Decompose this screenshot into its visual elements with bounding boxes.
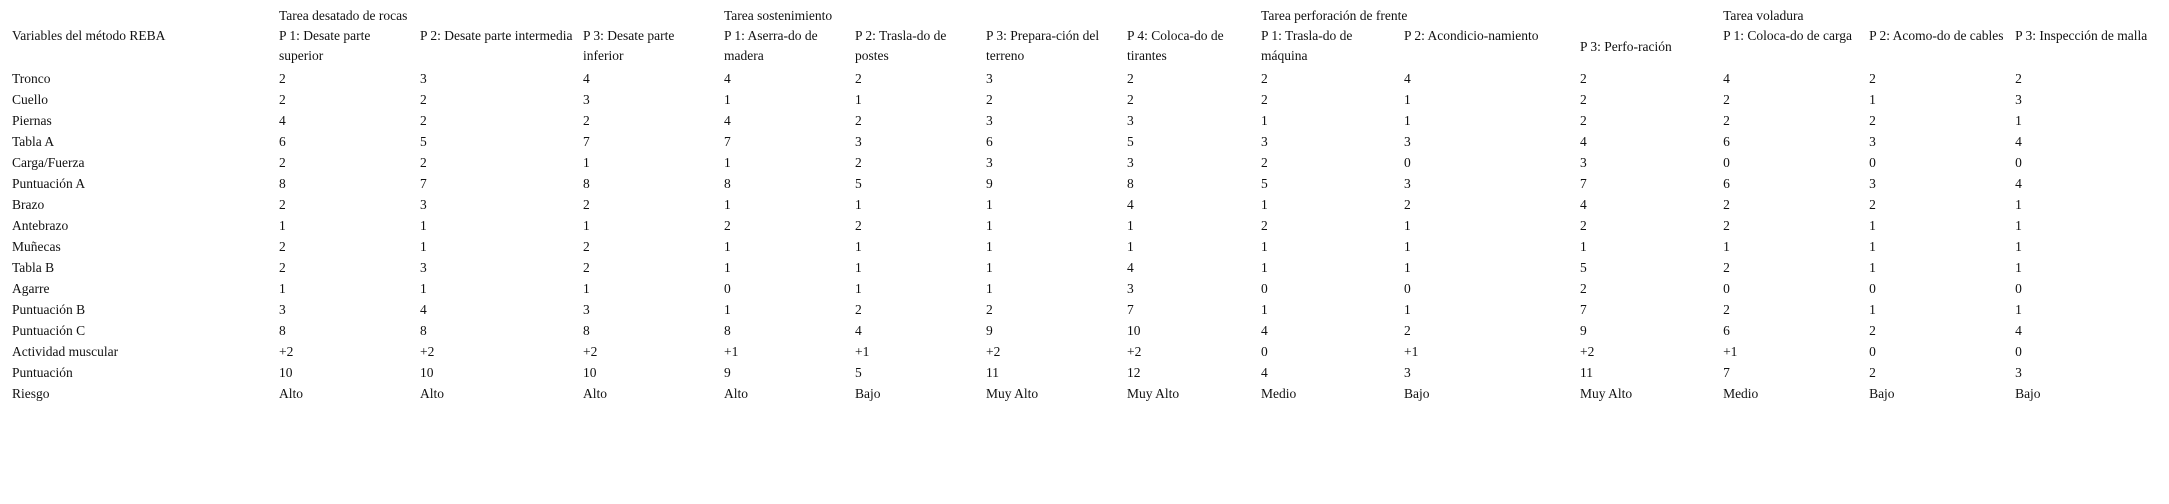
table-cell: 2 [855,302,862,317]
row-label: Antebrazo [12,218,69,233]
table-cell: 3 [986,113,993,128]
table-cell: 5 [1261,176,1268,191]
table-cell: 1 [724,155,731,170]
table-cell: Alto [279,386,304,401]
group-header-perforacion: Tarea perforación de frente [1261,8,1408,23]
table-cell: 4 [279,113,286,128]
table-cell: 2 [2015,71,2022,86]
table-cell: 1 [1404,260,1411,275]
table-cell: 1 [1404,239,1411,254]
row-label: Puntuación A [12,176,86,191]
table-cell: Alto [724,386,749,401]
table-cell: 6 [1723,323,1730,338]
table-cell: 2 [855,218,862,233]
table-cell: 4 [2015,323,2022,338]
table-cell: 3 [1404,176,1411,191]
table-cell: 2 [1723,260,1730,275]
table-cell: Medio [1723,386,1759,401]
column-header: P 4: Coloca-do de tirantes [1127,28,1224,63]
table-cell: 2 [1404,197,1411,212]
table-cell: 2 [1869,113,1876,128]
table-cell: Medio [1261,386,1297,401]
table-body [8,68,2161,404]
table-cell: 10 [279,365,293,380]
table-cell: 1 [583,155,590,170]
column-header: P 2: Desate parte intermedia [420,28,573,43]
table-cell: Alto [420,386,445,401]
table-cell: 8 [279,323,286,338]
table-cell: 5 [1127,134,1134,149]
row-label: Tabla A [12,134,55,149]
table-cell: 1 [2015,302,2022,317]
table-cell: 4 [724,113,731,128]
table-cell: 10 [1127,323,1141,338]
table-cell: 2 [420,155,427,170]
table-cell: 1 [1404,113,1411,128]
table-cell: 4 [2015,176,2022,191]
table-cell: 7 [1127,302,1134,317]
table-cell: 1 [1261,113,1268,128]
table-cell: 1 [1580,239,1587,254]
table-cell: 8 [724,323,731,338]
table-cell: 1 [2015,197,2022,212]
table-row [8,110,2161,131]
table-cell: 11 [986,365,999,380]
table-cell: 5 [420,134,427,149]
table-cell: 0 [1869,344,1876,359]
table-cell: 2 [1580,92,1587,107]
table-cell: Bajo [855,386,881,401]
row-label: Brazo [12,197,45,212]
table-cell: 2 [1580,281,1587,296]
table-cell: 2 [420,113,427,128]
table-cell: 4 [724,71,731,86]
table-cell: 6 [1723,134,1730,149]
table-row [8,68,2161,89]
table-cell: 8 [583,323,590,338]
table-cell: 1 [2015,239,2022,254]
table-row [8,194,2161,215]
table-cell: Alto [583,386,608,401]
row-label: Tabla B [12,260,55,275]
table-cell: 4 [583,71,590,86]
table-cell: 1 [1869,302,1876,317]
table-cell: 1 [855,260,862,275]
table-cell: 1 [279,281,286,296]
row-label: Puntuación [12,365,73,380]
table-cell: 0 [1723,281,1730,296]
table-cell: Bajo [1869,386,1895,401]
column-header: P 3: Perfo-ración [1580,39,1672,54]
table-cell: 2 [279,71,286,86]
table-cell: 3 [420,260,427,275]
row-label: Cuello [12,92,48,107]
table-cell: 2 [1869,323,1876,338]
table-row [8,320,2161,341]
table-cell: 3 [1127,281,1134,296]
table-cell: 4 [1127,197,1134,212]
table-cell: 1 [724,92,731,107]
table-cell: 1 [855,92,862,107]
column-header: P 3: Prepara-ción del terreno [986,28,1100,63]
table-cell: 0 [724,281,731,296]
table-cell: +2 [986,344,1001,359]
table-cell: 3 [420,71,427,86]
table-cell: 2 [1723,302,1730,317]
table-cell: 3 [1127,113,1134,128]
table-cell: 1 [420,218,427,233]
table-cell: 9 [986,323,993,338]
row-label: Piernas [12,113,52,128]
table-cell: 4 [420,302,427,317]
table-cell: 1 [420,239,427,254]
table-cell: 5 [855,365,862,380]
table-cell: 1 [986,218,993,233]
table-cell: 5 [1580,260,1587,275]
table-cell: 2 [1869,197,1876,212]
table-cell: 1 [1869,92,1876,107]
table-cell: +1 [1404,344,1419,359]
table-cell: 1 [1869,239,1876,254]
group-header-desatado: Tarea desatado de rocas [279,8,408,23]
table-cell: 3 [1869,176,1876,191]
table-row [8,257,2161,278]
table-cell: 2 [724,218,731,233]
table-cell: 9 [1580,323,1587,338]
table-cell: 7 [420,176,427,191]
group-header-voladura: Tarea voladura [1723,8,1804,23]
table-cell: 1 [986,281,993,296]
table-cell: 8 [1127,176,1134,191]
table-row [8,131,2161,152]
table-cell: 3 [279,302,286,317]
table-cell: 0 [2015,344,2022,359]
column-header: P 2: Acondicio-namiento [1404,28,1539,43]
table-cell: 3 [583,92,590,107]
table-row [8,383,2161,404]
table-cell: 2 [855,155,862,170]
table-cell: 3 [1261,134,1268,149]
row-label: Muñecas [12,239,61,254]
table-row [8,89,2161,110]
table-cell: +2 [1127,344,1142,359]
table-cell: 0 [2015,281,2022,296]
table-cell: 2 [1261,71,1268,86]
column-header: P 1: Coloca-do de carga [1723,28,1853,43]
table-cell: 2 [1127,71,1134,86]
table-row [8,278,2161,299]
table-cell: 6 [1723,176,1730,191]
table-cell: 3 [2015,92,2022,107]
table-cell: 3 [986,155,993,170]
table-cell: 11 [1580,365,1594,380]
table-cell: 3 [855,134,862,149]
table-cell: 2 [583,113,590,128]
table-cell: 2 [855,113,862,128]
reba-table [8,6,2161,404]
table-cell: 3 [1127,155,1134,170]
table-cell: 9 [986,176,993,191]
table-cell: +2 [583,344,598,359]
column-header: P 1: Trasla-do de máquina [1261,28,1353,63]
table-cell: 4 [1261,323,1268,338]
table-cell: 7 [1580,176,1587,191]
row-label: Tronco [12,71,51,86]
table-cell: 8 [279,176,286,191]
table-cell: 2 [1723,218,1730,233]
table-cell: 3 [2015,365,2022,380]
table-cell: 6 [279,134,286,149]
table-cell: 4 [855,323,862,338]
table-cell: 2 [279,92,286,107]
table-cell: Bajo [2015,386,2041,401]
table-cell: 0 [1869,281,1876,296]
table-cell: 2 [1261,218,1268,233]
column-header: P 2: Acomo-do de cables [1869,28,2004,43]
table-row [8,215,2161,236]
table-cell: 7 [583,134,590,149]
table-cell: 2 [279,155,286,170]
table-row [8,152,2161,173]
table-cell: 1 [724,239,731,254]
table-row [8,362,2161,383]
table-cell: 1 [855,197,862,212]
column-header: P 1: Desate parte superior [279,28,371,63]
table-cell: 2 [1580,218,1587,233]
table-cell: +2 [279,344,294,359]
row-label: Actividad muscular [12,344,119,359]
table-cell: 2 [1723,113,1730,128]
table-cell: 1 [2015,218,2022,233]
table-cell: 1 [855,239,862,254]
column-header-row [8,26,2161,68]
table-cell: 7 [724,134,731,149]
table-cell: 2 [1261,155,1268,170]
table-cell: 0 [1404,281,1411,296]
table-cell: 1 [1869,260,1876,275]
table-cell: 1 [1127,218,1134,233]
table-cell: 1 [1127,239,1134,254]
table-cell: 10 [583,365,597,380]
table-cell: 1 [420,281,427,296]
table-cell: 0 [1723,155,1730,170]
group-header-row [8,6,2161,26]
table-cell: 2 [1261,92,1268,107]
table-cell: 2 [1580,71,1587,86]
table-row [8,341,2161,362]
table-cell: 7 [1580,302,1587,317]
row-label: Agarre [12,281,50,296]
table-cell: 9 [724,365,731,380]
table-cell: 8 [724,176,731,191]
table-cell: 1 [1869,218,1876,233]
table-cell: 8 [420,323,427,338]
table-row [8,236,2161,257]
table-cell: 2 [1869,71,1876,86]
table-cell: Muy Alto [1580,386,1633,401]
table-cell: 2 [855,71,862,86]
column-header: P 3: Desate parte inferior [583,28,675,63]
table-cell: 1 [724,197,731,212]
table-cell: +2 [420,344,435,359]
table-row [8,173,2161,194]
table-cell: 1 [2015,260,2022,275]
table-cell: 4 [1580,134,1587,149]
table-cell: 1 [1404,218,1411,233]
table-cell: 2 [986,302,993,317]
table-cell: 1 [1404,302,1411,317]
table-cell: 1 [724,302,731,317]
table-cell: 2 [1723,92,1730,107]
table-cell: 4 [1261,365,1268,380]
table-cell: 12 [1127,365,1141,380]
table-cell: 2 [583,239,590,254]
table-cell: +2 [1580,344,1595,359]
table-cell: 4 [1127,260,1134,275]
table-cell: 0 [2015,155,2022,170]
column-header: P 1: Aserra-do de madera [724,28,818,63]
table-cell: 1 [986,239,993,254]
table-cell: 2 [279,197,286,212]
table-cell: 1 [724,260,731,275]
table-cell: 2 [583,260,590,275]
table-cell: 2 [1869,365,1876,380]
table-cell: 1 [1261,260,1268,275]
table-cell: 2 [1127,92,1134,107]
table-cell: 4 [1404,71,1411,86]
group-header-sostenimiento: Tarea sostenimiento [724,8,833,23]
table-cell: 4 [1723,71,1730,86]
table-cell: 4 [1580,197,1587,212]
table-cell: 2 [1723,197,1730,212]
table-cell: 1 [855,281,862,296]
table-cell: 1 [1261,302,1268,317]
table-cell: 2 [279,260,286,275]
table-cell: 2 [279,239,286,254]
row-label: Carga/Fuerza [12,155,85,170]
table-cell: 2 [1404,323,1411,338]
table-cell: +1 [855,344,870,359]
table-cell: 8 [583,176,590,191]
table-cell: +1 [724,344,739,359]
table-cell: Bajo [1404,386,1430,401]
table-cell: 1 [986,260,993,275]
row-header-label: Variables del método REBA [12,28,166,43]
table-cell: 0 [1261,281,1268,296]
table-row [8,299,2161,320]
table-cell: 1 [583,218,590,233]
table-cell: 1 [1261,197,1268,212]
table-cell: +1 [1723,344,1738,359]
row-label: Puntuación C [12,323,86,338]
table-cell: 1 [986,197,993,212]
table-cell: 4 [2015,134,2022,149]
table-cell: Muy Alto [986,386,1039,401]
table-cell: 1 [583,281,590,296]
table-cell: 3 [1869,134,1876,149]
table-cell: 1 [1261,239,1268,254]
table-cell: 1 [279,218,286,233]
table-cell: 7 [1723,365,1730,380]
column-header: P 2: Trasla-do de postes [855,28,947,63]
table-cell: 3 [583,302,590,317]
table-cell: 1 [1404,92,1411,107]
table-cell: 5 [855,176,862,191]
table-cell: 3 [986,71,993,86]
column-header: P 3: Inspección de malla [2015,28,2148,43]
row-label: Riesgo [12,386,50,401]
table-cell: 3 [1580,155,1587,170]
table-cell: 0 [1261,344,1268,359]
table-cell: 1 [2015,113,2022,128]
table-cell: 3 [1404,134,1411,149]
table-cell: 2 [583,197,590,212]
table-cell: 6 [986,134,993,149]
table-cell: Muy Alto [1127,386,1180,401]
table-cell: 2 [1580,113,1587,128]
table-cell: 1 [1723,239,1730,254]
table-cell: 2 [420,92,427,107]
empty-corner-cell [8,6,275,26]
table-cell: 10 [420,365,434,380]
row-label: Puntuación B [12,302,86,317]
table-cell: 3 [1404,365,1411,380]
table-cell: 0 [1404,155,1411,170]
table-cell: 2 [986,92,993,107]
table-cell: 3 [420,197,427,212]
table-cell: 0 [1869,155,1876,170]
